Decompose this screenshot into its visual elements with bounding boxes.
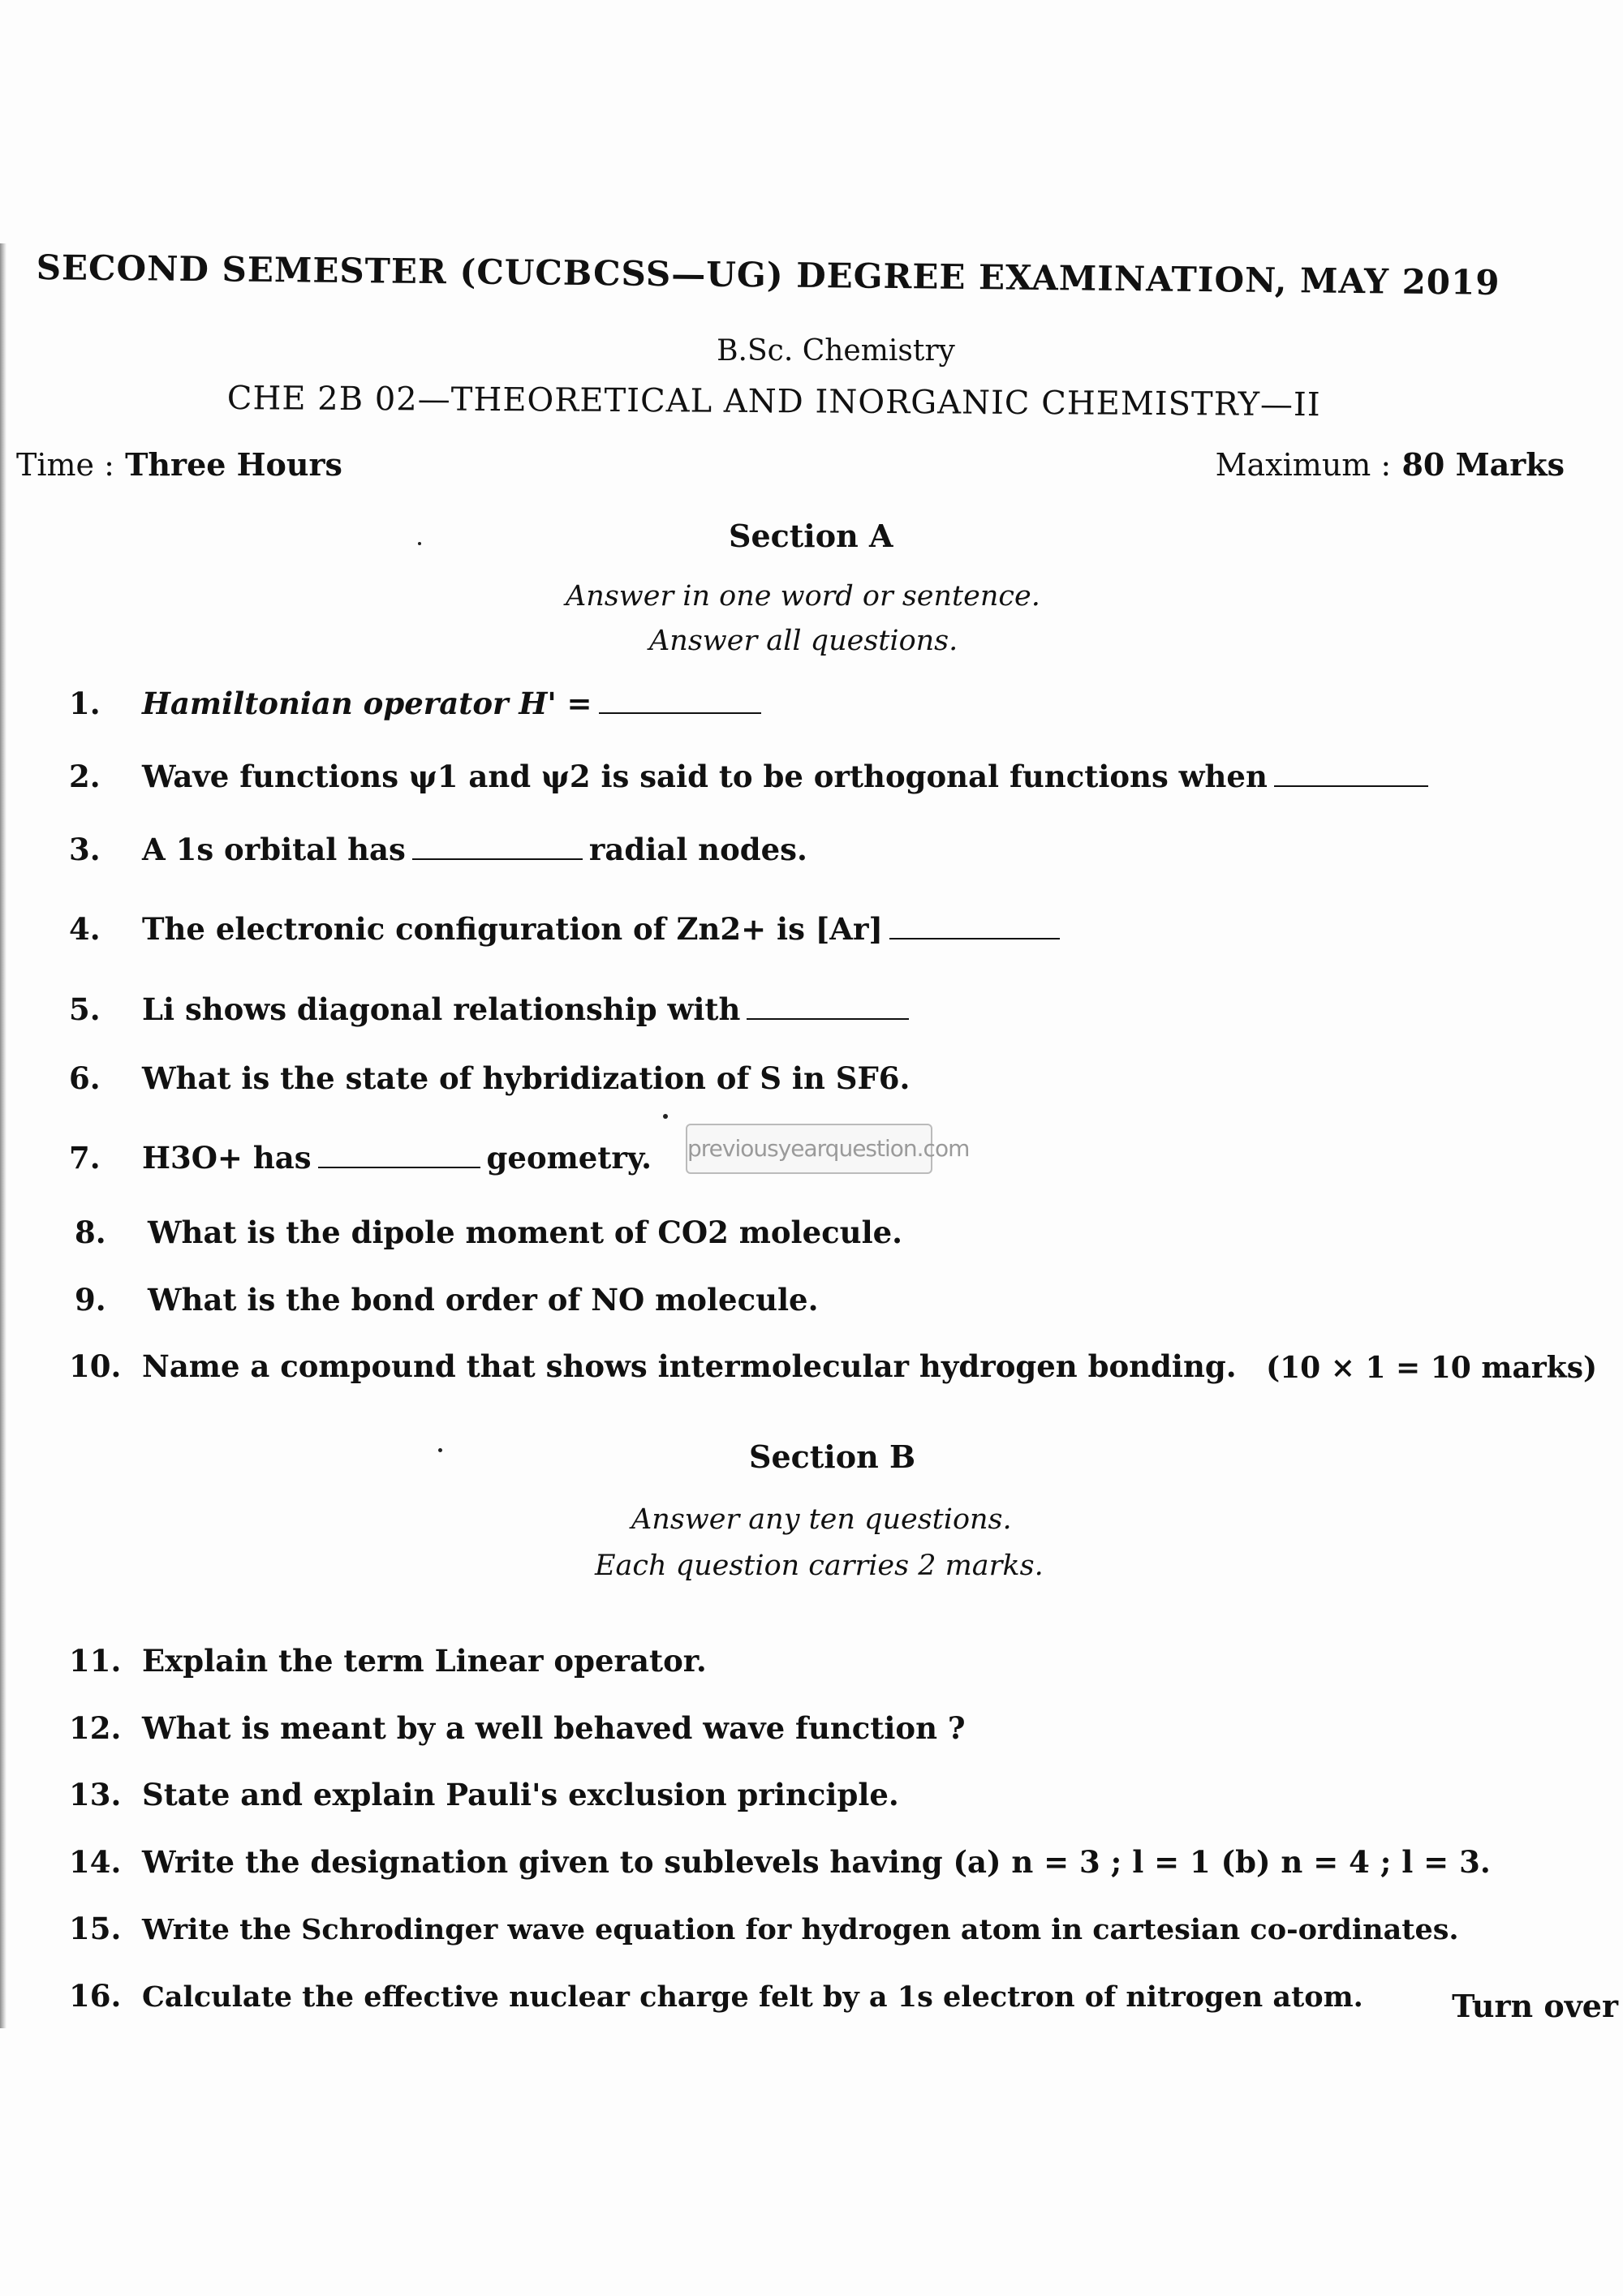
question-number: 12. (69, 1710, 122, 1746)
section-b-instruction-2: Each question carries 2 marks. (595, 1550, 1044, 1582)
question-6 (69, 1060, 910, 1096)
answer-blank (412, 858, 583, 860)
question-number: 16. (69, 1978, 122, 2014)
max-value: 80 Marks (1401, 446, 1565, 483)
question-number: 13. (69, 1777, 122, 1812)
question-number: 4. (69, 911, 101, 947)
question-number: 8. (75, 1215, 106, 1250)
answer-blank (599, 712, 761, 714)
question-text: Calculate the effective nuclear charge felt by a 1s electron of nitrogen atom. (142, 1980, 1363, 2014)
question-14 (69, 1844, 1491, 1880)
scan-edge-shadow (0, 243, 6, 2028)
question-text: What is the state of hybridization of S in SF6. (142, 1060, 911, 1096)
question-text-after: radial nodes. (588, 832, 807, 867)
question-text: The electronic configuration of Zn2+ is [Ar] (142, 911, 884, 947)
question-12 (69, 1710, 966, 1746)
question-11 (69, 1643, 707, 1679)
question-3 (69, 832, 807, 867)
question-text: What is the dipole moment of CO2 molecule. (148, 1215, 903, 1250)
subject-line: B.Sc. Chemistry (717, 334, 955, 368)
question-number: 2. (69, 759, 101, 794)
section-a-heading: Section A (729, 518, 893, 554)
time-label: Time : (16, 447, 114, 483)
question-text: State and explain Pauli's exclusion principle. (142, 1777, 899, 1812)
question-number: 14. (69, 1844, 122, 1880)
answer-blank (747, 1018, 909, 1020)
max-label: Maximum : (1215, 447, 1392, 483)
watermark-stamp: previousyearquestion.com (686, 1124, 932, 1174)
section-a-instruction-2: Answer all questions. (649, 625, 958, 657)
question-1 (69, 686, 768, 721)
section-a-marks-note: (10 × 1 = 10 marks) (1266, 1351, 1597, 1385)
answer-blank (318, 1167, 480, 1168)
question-16 (69, 1978, 1363, 2014)
question-number: 3. (69, 832, 101, 867)
question-number: 9. (75, 1282, 106, 1318)
answer-blank (889, 938, 1060, 939)
question-text: What is the bond order of NO molecule. (148, 1282, 819, 1318)
max-marks-row (1216, 446, 1565, 483)
question-text: Hamiltonian operator H' = (142, 686, 592, 721)
turn-over-note: Turn over (1452, 1988, 1618, 2024)
exam-title: SECOND SEMESTER (CUCBCSS—UG) DEGREE EXAMINATION, MAY 2019 (36, 247, 1500, 303)
question-9 (75, 1282, 818, 1318)
question-text: Explain the term Linear operator. (142, 1643, 707, 1679)
question-number: 15. (69, 1911, 122, 1946)
question-number: 1. (69, 686, 101, 721)
section-b-instruction-1: Answer any ten questions. (631, 1503, 1012, 1536)
ink-speck (663, 1114, 668, 1119)
section-a-instruction-1: Answer in one word or sentence. (566, 580, 1040, 613)
question-text: What is meant by a well behaved wave function ? (142, 1710, 966, 1746)
question-text: Write the Schrodinger wave equation for hydrogen atom in cartesian co-ordinates. (142, 1913, 1459, 1946)
answer-blank (1274, 785, 1428, 787)
question-13 (69, 1777, 899, 1812)
time-value: Three Hours (125, 446, 342, 483)
ink-speck (418, 542, 421, 545)
question-text: Li shows diagonal relationship with (142, 991, 741, 1027)
question-5 (69, 991, 915, 1027)
question-text: Wave functions ψ1 and ψ2 is said to be orthogonal functions when (142, 759, 1268, 794)
question-number: 5. (69, 991, 101, 1027)
question-4 (69, 911, 1066, 947)
question-text-before: A 1s orbital has (142, 832, 406, 867)
time-row (16, 446, 342, 483)
section-b-heading: Section B (749, 1438, 916, 1475)
question-2 (69, 759, 1435, 794)
question-number: 6. (69, 1060, 101, 1096)
question-number: 7. (69, 1140, 101, 1176)
question-8 (75, 1215, 902, 1250)
question-text: Write the designation given to sublevels having (a) n = 3 ; l = 1 (b) n = 4 ; l = 3. (142, 1844, 1491, 1880)
question-number: 10. (69, 1348, 122, 1384)
ink-speck (438, 1448, 442, 1452)
paper-code: CHE 2B 02—THEORETICAL AND INORGANIC CHEMISTRY—II (226, 380, 1321, 424)
question-text-before: H3O+ has (142, 1140, 312, 1176)
question-15 (69, 1911, 1459, 1946)
question-number: 11. (69, 1643, 122, 1679)
question-10 (69, 1348, 1237, 1384)
question-text: Name a compound that shows intermolecular hydrogen bonding. (142, 1348, 1237, 1384)
question-text-after: geometry. (486, 1140, 652, 1176)
question-7 (69, 1140, 652, 1176)
